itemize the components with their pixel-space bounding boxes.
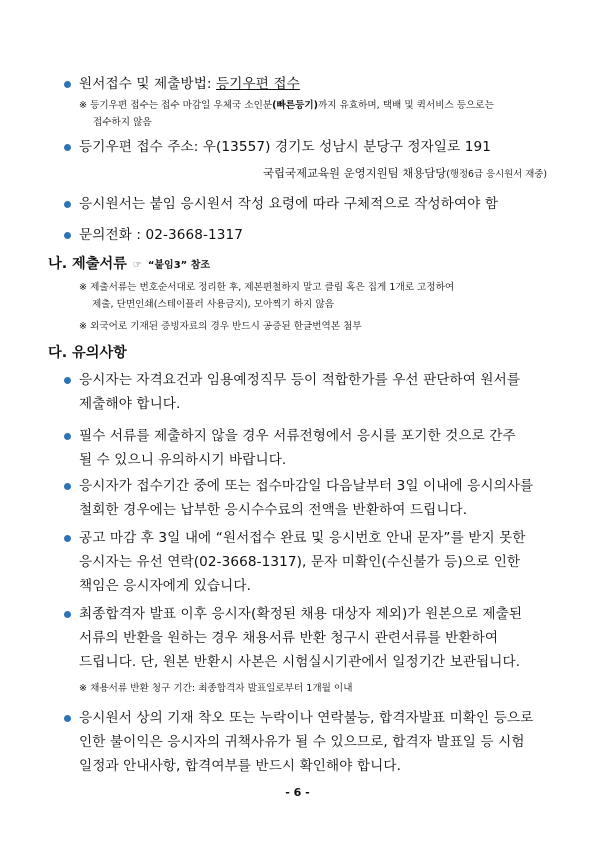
return-period-note: ※ 채용서류 반환 청구 기간: 최종합격자 발표일로부터 1개월 이내: [79, 683, 353, 694]
bullet-dot: [64, 715, 71, 722]
submit-method-value: 등기우편 접수: [216, 76, 300, 92]
caution-item-5: 최종합격자 발표 이후 응시자(확정된 채용 대상자 제외)가 원본으로 제출된 서류의 반환을 원하는 경우 채용서류 반환 청구시 관련서류를 반환하여 드립니다. 단, 원본 반환시 사본은 시험실시기관에서 일정기간 보관됩니다.: [64, 602, 547, 674]
section-heading-notes: 다. 유의사항: [48, 345, 127, 361]
caution-item-3: 응시자가 접수기간 중에 또는 접수마감일 다음날부터 3일 이내에 응시의사를 철회한 경우에는 납부한 응시수수료의 전액을 반환하여 드립니다.: [64, 474, 547, 522]
caution-item-1: 응시자는 자격요건과 임용예정직무 등이 적합한가를 우선 판단하여 원서를 제출해야 합니다.: [64, 368, 547, 416]
page-number: - 6 -: [285, 786, 310, 799]
attachment-reference: “붙임3” 참조: [147, 260, 211, 271]
submit-method-label: 원서접수 및 제출방법:: [79, 76, 217, 92]
bullet-dot: [64, 81, 71, 88]
contact-text: 문의전화 : 02-3668-1317: [79, 227, 243, 243]
bullet-contact: [64, 223, 547, 247]
bullet-dot: [64, 433, 71, 440]
bullet-dot: [64, 201, 71, 208]
bullet-dot: [64, 535, 71, 542]
bullet-dot: [64, 483, 71, 490]
section-heading-documents: 나. 제출서류 ☞ “붙임3” 참조: [48, 256, 211, 272]
bullet-address: [64, 135, 547, 159]
caution-item-4: 공고 마감 후 3일 내에 “원서접수 완료 및 응시번호 안내 문자”를 받지 못한 응시자는 유선 연락(02-3668-1317), 문자 미확인(수신불가 등)으로 인한 책임은 응시자에게 있습니다.: [64, 526, 547, 598]
form-note-text: 응시원서는 붙임 응시원서 작성 요령에 따라 구체적으로 작성하여야 함: [79, 196, 499, 212]
address-line2: 국립국제교육원 운영지원팀 채용담당(행정6급 응시원서 재중): [262, 166, 547, 180]
submit-note: ※ 등기우편 접수는 접수 마감일 우체국 소인분(빠른등기)까지 유효하며, 택배 및 퀵서비스 등으로는 접수하지 않음: [79, 100, 494, 128]
bullet-form-note: [64, 192, 547, 216]
caution-item-6: 응시원서 상의 기재 착오 또는 누락이나 연락불능, 합격자발표 미확인 등으로 인한 불이익은 응시자의 귀책사유가 될 수 있으므로, 합격자 발표일 등 시험 일정과 안내사항, 합격여부를 반드시 확인해야 합니다.: [64, 706, 547, 778]
address-line1: 등기우편 접수 주소: 우(13557) 경기도 성남시 분당구 정자일로 191: [79, 139, 491, 155]
bullet-dot: [64, 232, 71, 239]
bullet-dot: [64, 611, 71, 618]
bullet-dot: [64, 377, 71, 384]
pointing-hand-icon: ☞: [132, 260, 142, 271]
bullet-submit-method: [64, 72, 547, 96]
caution-item-2: 필수 서류를 제출하지 않을 경우 서류전형에서 응시를 포기한 것으로 간주 될 수 있으니 유의하시기 바랍니다.: [64, 424, 547, 472]
documents-note-1: ※ 제출서류는 번호순서대로 정리한 후, 제본편철하지 말고 클립 혹은 집게 1개로 고정하여 제출, 단면인쇄(스테이플러 사용금지), 모아찍기 하지 않음: [79, 282, 455, 310]
bullet-dot: [64, 144, 71, 151]
documents-note-2: ※ 외국어로 기재된 증빙자료의 경우 반드시 공증된 한글번역본 첨부: [79, 321, 362, 332]
